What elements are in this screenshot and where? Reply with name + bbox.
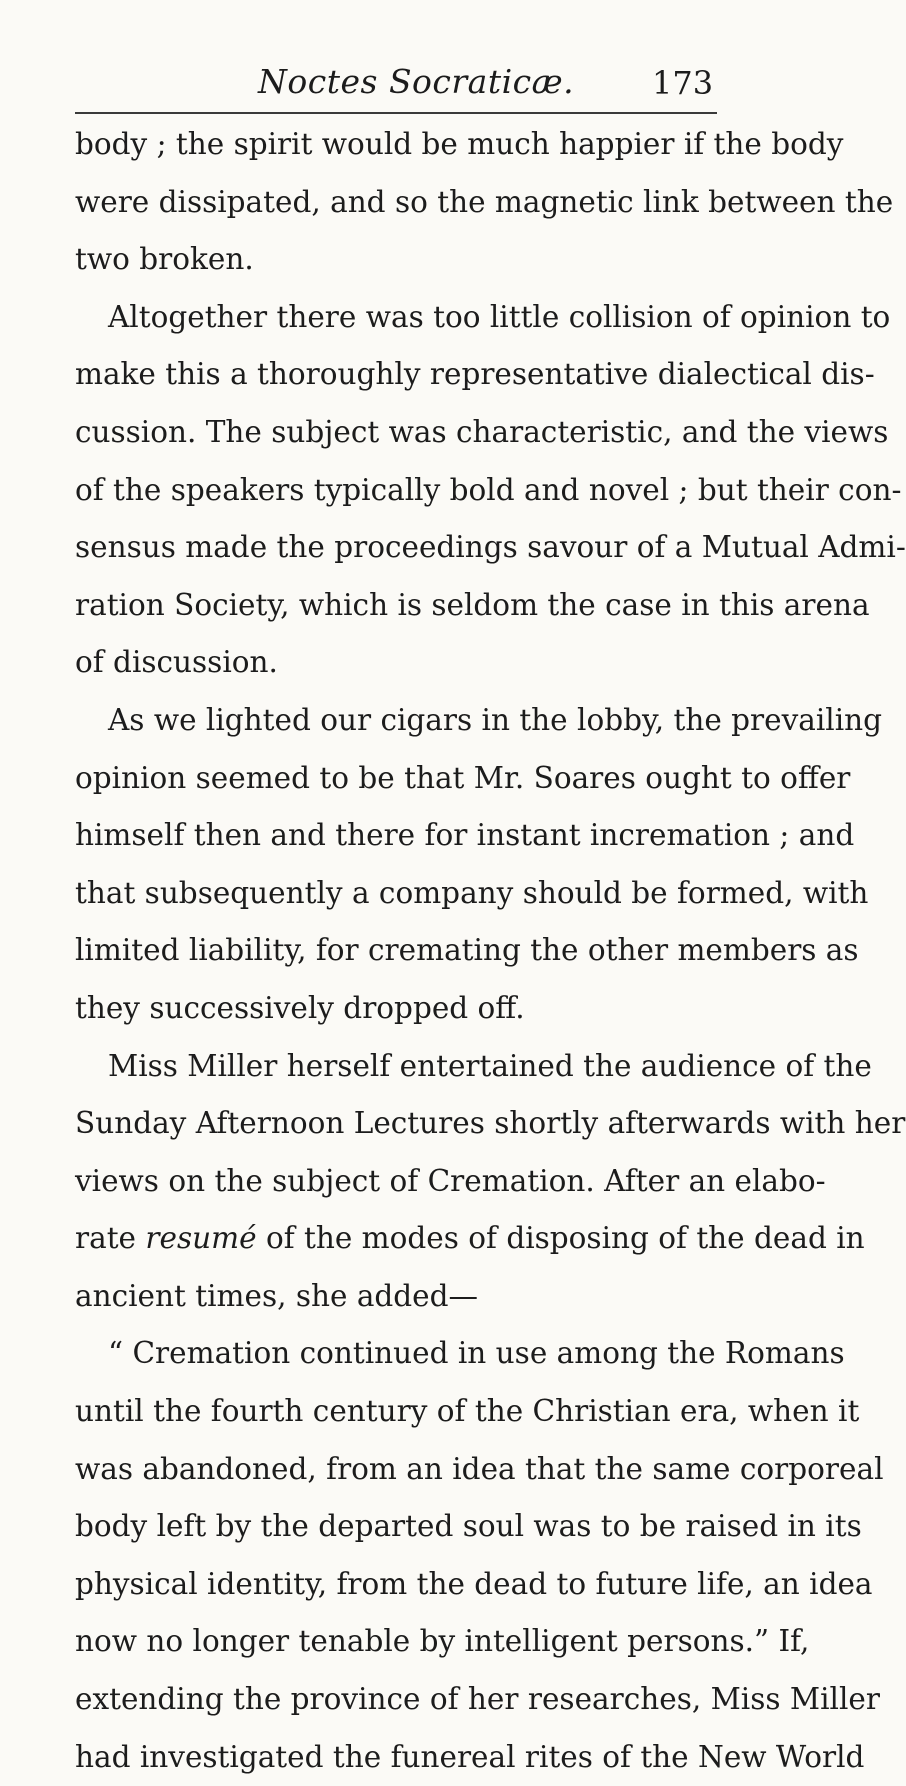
paragraph-start-line: Miss Miller herself entertained the audience of the (108, 1048, 872, 1083)
running-header (0, 62, 800, 108)
text-line: limited liability, for cremating the other members as (75, 933, 859, 968)
text-line: body ; the spirit would be much happier if the body (75, 127, 844, 161)
text-line: that subsequently a company should be formed, with (75, 875, 869, 910)
text-line: body left by the departed soul was to be raised in its (75, 1509, 862, 1544)
text-line: Sunday Afternoon Lectures shortly afterwards with her (75, 1106, 906, 1141)
text-line: views on the subject of Cremation. After an elabo- (75, 1163, 826, 1198)
text-line: now no longer tenable by intelligent persons.” If, (75, 1624, 810, 1659)
text-line: make this a thoroughly representative dialectical dis- (75, 357, 875, 392)
running-title: Noctes Socraticæ. (258, 62, 575, 101)
paragraph-start-line: As we lighted our cigars in the lobby, the prevailing (108, 702, 883, 737)
header-rule (75, 112, 717, 114)
text-line: opinion seemed to be that Mr. Soares ought to offer (75, 760, 851, 795)
text-line: were dissipated, and so the magnetic link between the (75, 184, 894, 219)
text-line: was abandoned, from an idea that the same corporeal (75, 1451, 884, 1486)
italic-word: resumé (145, 1221, 257, 1256)
text-line (75, 1210, 865, 1268)
text-line: of discussion. (75, 645, 278, 680)
text-line: sensus made the proceedings savour of a Mutual Admi- (75, 530, 906, 565)
text-line: until the fourth century of the Christian era, when it (75, 1394, 860, 1429)
paragraph-start-line: “ Cremation continued in use among the Romans (108, 1336, 845, 1371)
body-text (75, 116, 906, 1786)
text-line: extending the province of her researches, Miss Miller (75, 1682, 880, 1717)
text-line: ancient times, she added— (75, 1278, 479, 1313)
line-prefix: rate (75, 1221, 137, 1256)
text-line: of the speakers typically bold and novel ; but their con- (75, 472, 902, 507)
text-line: physical identity, from the dead to future life, an idea (75, 1566, 873, 1601)
text-line: ration Society, which is seldom the case in this arena (75, 587, 870, 622)
paragraph-start-line: Altogether there was too little collision of opinion to (108, 299, 891, 334)
text-line: they successively dropped off. (75, 990, 525, 1025)
text-line: two broken. (75, 242, 254, 277)
line-rest: of the modes of disposing of the dead in (265, 1221, 865, 1256)
text-line: cussion. The subject was characteristic, and the views (75, 414, 889, 449)
text-line: had investigated the funereal rites of the New World (75, 1739, 865, 1774)
page-number: 173 (652, 64, 714, 102)
text-line: himself then and there for instant incremation ; and (75, 818, 855, 853)
